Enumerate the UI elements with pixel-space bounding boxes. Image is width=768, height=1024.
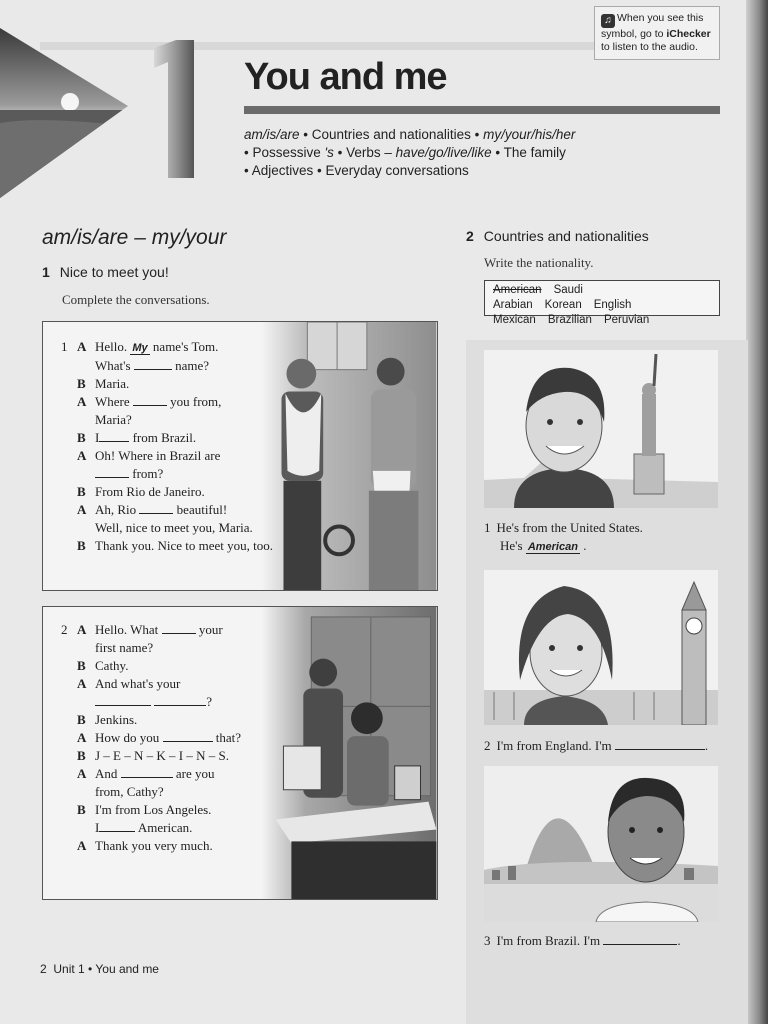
dialogue-text: Thank you. Nice to meet you, too. xyxy=(95,538,273,553)
dialogue-text: And what's your xyxy=(95,676,181,691)
topics-line-1 xyxy=(244,126,575,144)
dialogue-text: first name? xyxy=(95,640,154,655)
dialogue-text: And are you xyxy=(95,766,215,781)
conversation-number xyxy=(61,783,77,801)
dialogue-text: Hello. My name's Tom. xyxy=(95,339,219,354)
dialogue-text: I from Brazil. xyxy=(95,430,197,445)
item-3-text: I'm from Brazil. I'm xyxy=(496,933,604,948)
speaker-label xyxy=(77,465,95,483)
conversation-number xyxy=(61,675,77,693)
conversation-number xyxy=(61,537,77,555)
item-3-suffix: . xyxy=(677,933,681,948)
dialogue-line xyxy=(61,465,285,483)
item-3-blank[interactable] xyxy=(603,932,677,945)
dialogue-text: Hello. What your xyxy=(95,622,223,637)
dialogue-line xyxy=(61,447,285,465)
dialogue-text: Oh! Where in Brazil are xyxy=(95,448,221,463)
dialogue-line xyxy=(61,819,285,837)
item-1-answer: American xyxy=(527,541,578,553)
nationality-word: Brazilian xyxy=(547,314,592,326)
word-box-row-2 xyxy=(493,313,711,328)
speaker-label: B xyxy=(77,538,86,553)
topics-line-3 xyxy=(244,162,575,180)
dialogue-line xyxy=(61,747,285,765)
dialogue-line xyxy=(61,693,285,711)
dialogue-text: ? xyxy=(95,693,285,711)
speaker-label: B xyxy=(77,802,86,817)
title-underline-bar xyxy=(244,106,720,114)
speaker-label: A xyxy=(77,676,87,691)
speaker-label xyxy=(77,639,95,657)
speaker-label: A xyxy=(77,339,87,354)
speaker-label xyxy=(77,411,95,429)
dialogue-text: How do you that? xyxy=(95,730,242,745)
dialogue-line xyxy=(61,338,285,357)
topic-text: 's xyxy=(324,145,334,160)
footer-unit: Unit 1 xyxy=(53,962,85,976)
dialogue-line xyxy=(61,483,285,501)
conversation-number xyxy=(61,693,77,711)
dialogue-text: Where you from, xyxy=(95,394,222,409)
speaker-label: A xyxy=(77,766,87,781)
conversation-number xyxy=(61,729,77,747)
answer-blank[interactable] xyxy=(99,819,135,832)
item-1-suffix: . xyxy=(579,538,587,553)
unit-title: You and me xyxy=(244,56,447,98)
nationality-word: English xyxy=(593,299,632,311)
dialogue-line xyxy=(61,711,285,729)
conversation-number xyxy=(61,711,77,729)
footer-title: You and me xyxy=(95,962,159,976)
conversation-number xyxy=(61,837,77,855)
exercise-2-number: 2 xyxy=(466,228,474,244)
dialogue-line xyxy=(61,501,285,519)
conversation-number xyxy=(61,465,77,483)
topic-text: • Countries and nationalities • xyxy=(299,127,484,142)
conversation-number xyxy=(61,393,77,411)
speaker-label: A xyxy=(77,448,87,463)
dialogue-text: Cathy. xyxy=(95,658,129,673)
speaker-label xyxy=(77,693,95,711)
nationality-word: Peruvian xyxy=(603,314,650,326)
nationality-word: Korean xyxy=(544,299,582,311)
dialogue-line xyxy=(61,393,285,411)
topics-line-2 xyxy=(244,144,575,162)
item-3-number: 3 xyxy=(484,933,491,948)
dialogue-text: Thank you very much. xyxy=(95,838,213,853)
conversation-number xyxy=(61,447,77,465)
answer-blank[interactable] xyxy=(154,693,206,706)
conversation-number xyxy=(61,801,77,819)
page-number: 2 xyxy=(40,962,47,976)
speaker-label xyxy=(77,819,95,837)
conversation-number xyxy=(61,747,77,765)
item-2-suffix: . xyxy=(704,738,709,753)
speaker-label: A xyxy=(77,730,87,745)
topic-text: my/your/his/her xyxy=(483,127,576,142)
answer-blank[interactable] xyxy=(99,429,129,442)
headphones-icon: ♫ xyxy=(601,14,615,28)
speaker-label xyxy=(77,519,95,537)
dialogue-text: Maria? xyxy=(95,412,132,427)
item-1-line-1: He's from the United States. xyxy=(496,520,643,535)
answer-blank[interactable] xyxy=(133,393,167,406)
answer-blank[interactable] xyxy=(163,729,213,742)
header-faint-bar xyxy=(40,42,596,50)
speaker-label xyxy=(77,783,95,801)
item-1-prefix: He's xyxy=(500,538,526,553)
section-heading: am/is/are – my/your xyxy=(42,226,227,249)
dialogue-line xyxy=(61,675,285,693)
exercise-2-title-text: Countries and nationalities xyxy=(483,228,649,244)
nationality-word-box xyxy=(484,280,720,326)
speaker-label: B xyxy=(77,430,86,445)
answer-blank[interactable] xyxy=(95,693,151,706)
dialogue-text: Jenkins. xyxy=(95,712,138,727)
speaker-label: B xyxy=(77,484,86,499)
dialogue-line xyxy=(61,801,285,819)
answer-blank[interactable] xyxy=(134,357,172,370)
dialogue-line xyxy=(61,519,285,537)
topic-text: • Verbs – xyxy=(333,145,396,160)
conversation-2 xyxy=(43,621,285,855)
conversation-number xyxy=(61,483,77,501)
item-1 xyxy=(484,519,643,556)
conversation-1-box xyxy=(42,321,438,591)
topic-text: am/is/are xyxy=(244,127,300,142)
footer-separator: • xyxy=(84,962,96,976)
dialogue-line xyxy=(61,375,285,393)
dialogue-text: J – E – N – K – I – N – S. xyxy=(95,748,229,763)
dialogue-line xyxy=(61,837,285,855)
conversation-number xyxy=(61,429,77,447)
dialogue-line xyxy=(61,537,285,555)
conversation-number xyxy=(61,357,77,375)
speaker-label: B xyxy=(77,658,86,673)
gym-couple-photo xyxy=(261,322,437,590)
item-2-blank[interactable] xyxy=(615,737,705,750)
page-edge-shadow xyxy=(746,0,768,1024)
example-answer: My xyxy=(132,342,148,354)
speaker-label: B xyxy=(77,376,86,391)
audio-note-box xyxy=(594,6,720,60)
page-footer xyxy=(40,962,159,976)
conversation-number: 2 xyxy=(61,622,68,637)
topic-text: have/go/live/like xyxy=(395,145,492,160)
dialogue-line xyxy=(61,729,285,747)
dialogue-text: Ah, Rio beautiful! xyxy=(95,502,228,517)
speaker-label: B xyxy=(77,748,86,763)
conversation-number xyxy=(61,819,77,837)
conversation-number xyxy=(61,519,77,537)
unit-topics xyxy=(244,126,575,180)
conversation-number xyxy=(61,501,77,519)
conversation-2-box xyxy=(42,606,438,900)
usa-boy-picture xyxy=(484,350,718,508)
speaker-label: A xyxy=(77,622,87,637)
answer-blank[interactable] xyxy=(139,501,173,514)
audio-note-suffix: to listen to the audio. xyxy=(601,41,698,53)
answer-blank[interactable] xyxy=(95,465,129,478)
topic-text: • The family xyxy=(491,145,566,160)
dialogue-text: From Rio de Janeiro. xyxy=(95,484,205,499)
conversation-number: 1 xyxy=(61,339,68,354)
conversation-number xyxy=(61,765,77,783)
speaker-label: A xyxy=(77,838,87,853)
dialogue-text: Maria. xyxy=(95,376,130,391)
exercise-1-title-text: Nice to meet you! xyxy=(59,264,169,280)
dialogue-line xyxy=(61,621,285,639)
topic-text: • Adjectives • Everyday conversations xyxy=(244,163,469,178)
dialogue-line xyxy=(61,639,285,657)
dialogue-line xyxy=(61,765,285,783)
dialogue-line xyxy=(61,783,285,801)
conversation-number xyxy=(61,375,77,393)
exercise-1-instruction: Complete the conversations. xyxy=(62,292,210,307)
dialogue-line xyxy=(61,657,285,675)
topic-text: • Possessive xyxy=(244,145,325,160)
landscape-chevron-image xyxy=(0,28,128,198)
unit-number-graphic xyxy=(148,40,196,178)
audio-note-brand: iChecker xyxy=(666,28,711,40)
dialogue-text: from? xyxy=(95,465,285,483)
brazil-boy-picture xyxy=(484,766,718,922)
answer-blank[interactable] xyxy=(162,621,196,634)
dialogue-text: What's name? xyxy=(95,358,209,373)
conversation-number xyxy=(61,411,77,429)
item-3 xyxy=(484,932,681,950)
dialogue-line xyxy=(61,357,285,375)
conversation-number xyxy=(61,639,77,657)
item-2 xyxy=(484,737,708,755)
dialogue-text: from, Cathy? xyxy=(95,784,164,799)
dialogue-text: Well, nice to meet you, Maria. xyxy=(95,520,253,535)
conversation-number xyxy=(61,657,77,675)
audio-note-prefix: When you see this symbol, go to xyxy=(601,12,704,40)
nationality-word: Mexican xyxy=(493,314,536,326)
exercise-2-title xyxy=(466,228,649,244)
answer-blank[interactable] xyxy=(121,765,173,778)
exercise-1-number: 1 xyxy=(42,264,50,280)
speaker-label xyxy=(77,357,95,375)
speaker-label: B xyxy=(77,712,86,727)
dialogue-text: I'm from Los Angeles. xyxy=(95,802,212,817)
item-1-number: 1 xyxy=(484,520,491,535)
exercise-2-instruction: Write the nationality. xyxy=(484,255,594,270)
dialogue-text: I American. xyxy=(95,820,193,835)
dialogue-line xyxy=(61,429,285,447)
conversation-1 xyxy=(43,338,285,555)
speaker-label: A xyxy=(77,502,87,517)
exercise-1-title xyxy=(42,264,169,280)
item-2-number: 2 xyxy=(484,738,491,753)
office-women-photo xyxy=(261,607,437,899)
item-2-text: I'm from England. I'm xyxy=(496,738,615,753)
speaker-label: A xyxy=(77,394,87,409)
nationality-word: American xyxy=(493,284,542,296)
england-girl-picture xyxy=(484,570,718,725)
nationality-word: Saudi Arabian xyxy=(493,284,583,311)
word-box-row-1 xyxy=(493,283,711,313)
dialogue-line xyxy=(61,411,285,429)
